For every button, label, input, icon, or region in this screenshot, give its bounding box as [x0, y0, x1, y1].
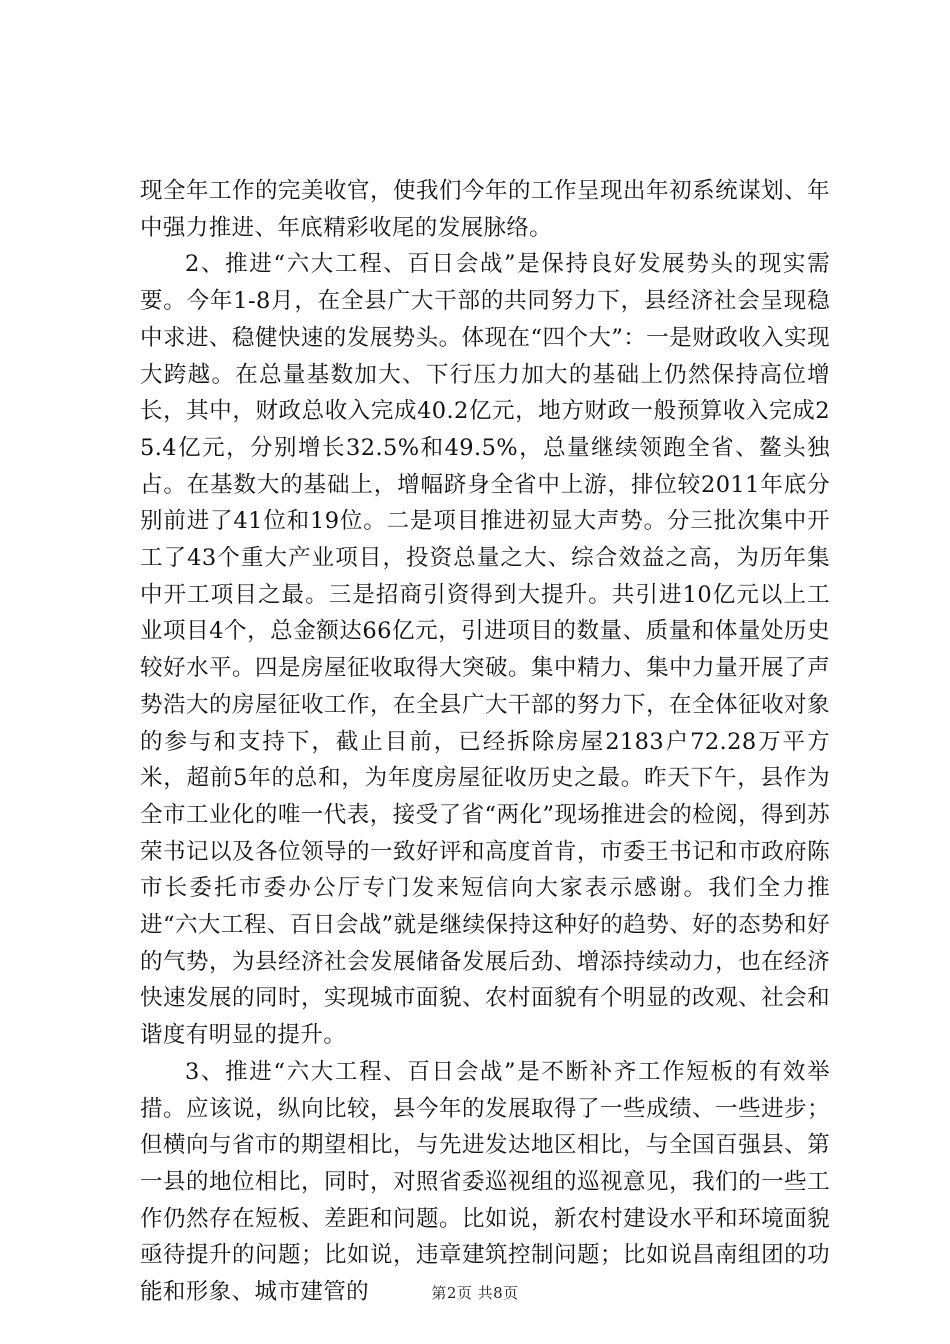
paragraph-section-2: 2、推进“六大工程、百日会战”是保持良好发展势头的现实需要。今年1-8月，在全县广大干部的共同努力下，县经济社会呈现稳中求进、稳健快速的发展势头。体现在“四个大”：一是财政收入实现大跨越。在总量基数加大、下行压力加大的基础上仍然保持高位增长，其中，财政总收入完成40.2亿元，地方财政一般预算收入完成25.4亿元，分别增长32.5%和49.5%，总量继续领跑全省、鳌头独占。在基数大的基础上，增幅跻身全省中上游，排位较2011年底分别前进了41位和19位。二是项目推进初显大声势。分三批次集中开工了43个重大产业项目，投资总量之大、综合效益之高，为历年集中开工项目之最。三是招商引资得到大提升。共引进10亿元以上工业项目4个，总金额达66亿元，引进项目的数量、质量和体量处历史较好水平。四是房屋征收取得大突破。集中精力、集中力量开展了声势浩大的房屋征收工作，在全县广大干部的努力下，在全体征收对象的参与和支持下，截止目前，已经拆除房屋2183户72.28万平方米，超前5年的总和，为年度房屋征收历史之最。昨天下午，县作为全市工业化的唯一代表，接受了省“两化”现场推进会的检阅，得到苏荣书记以及各位领导的一致好评和高度首肯，市委王书记和市政府陈市长委托市委办公厅专门发来短信向大家表示感谢。我们全力推进“六大工程、百日会战”就是继续保持这种好的趋势、好的态势和好的气势，为县经济社会发展储备发展后劲、增添持续动力，也在经济快速发展的同时，实现城市面貌、农村面貌有个明显的改观、社会和谐度有明显的提升。 — [140, 251, 830, 1049]
paragraph-section-3: 3、推进“六大工程、百日会战”是不断补齐工作短板的有效举措。应该说，纵向比较，县今年的发展取得了一些成绩、一些进步；但横向与省市的期望相比，与先进发达地区相比，与全国百强县、第一县的地位相比，同时，对照省委巡视组的巡视意见，我们的一些工作仍然存在短板、差距和问题。比如说，新农村建设水平和环境面貌亟待提升的问题；比如说，违章建筑控制问题；比如说昌南组团的功能和形象、城市建管的 — [140, 1058, 830, 1306]
paragraph-continuation: 现全年工作的完美收官，使我们今年的工作呈现出年初系统谋划、年中强力推进、年底精彩收尾的发展脉络。 — [140, 178, 830, 241]
document-body — [140, 173, 830, 1311]
page-number-footer: 第2页 共8页 — [431, 1284, 519, 1302]
